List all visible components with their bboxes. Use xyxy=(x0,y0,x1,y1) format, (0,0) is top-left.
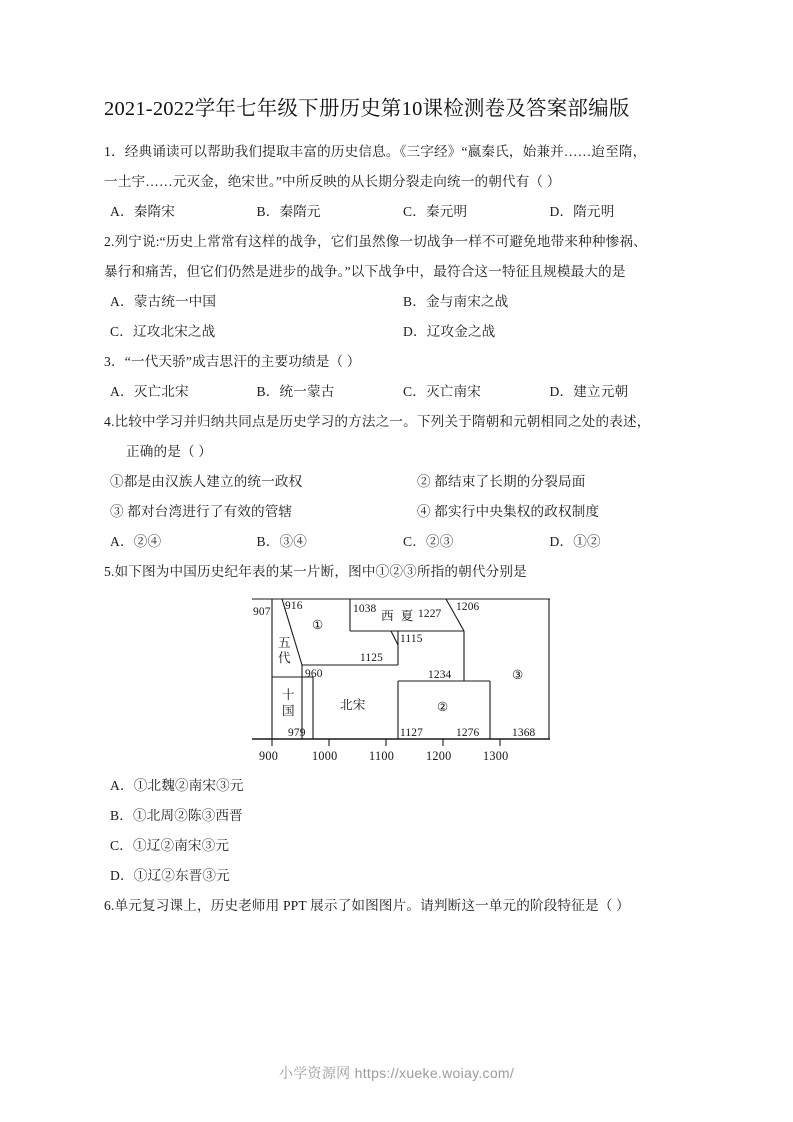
question-2-option-d[interactable]: D．辽攻金之战 xyxy=(403,324,496,339)
year-label-916: 916 xyxy=(285,600,303,612)
document-content xyxy=(104,92,696,921)
year-label-1127: 1127 xyxy=(400,727,423,739)
question-1 xyxy=(104,137,696,227)
axis-tick-1000: 1000 xyxy=(312,749,338,763)
question-4-option-d[interactable]: D．①② xyxy=(549,534,601,549)
question-3-option-c[interactable]: C．灭亡南宋 xyxy=(403,384,481,399)
question-2-stem-line-1 xyxy=(104,227,696,257)
question-3-text-1: “一代天骄”成吉思汗的主要功绩是（ ） xyxy=(124,354,361,369)
dynasty-label-wudai-2: 代 xyxy=(278,651,291,665)
footer-watermark xyxy=(0,1063,793,1083)
year-label-1038: 1038 xyxy=(353,603,377,615)
axis-tick-900: 900 xyxy=(259,749,279,763)
question-4-statement-1: ①都是由汉族人建立的统一政权 xyxy=(110,474,303,489)
chronology-chart xyxy=(250,593,552,765)
page-title: 2021-2022学年七年级下册历史第10课检测卷及答案部编版 xyxy=(104,98,630,120)
question-3-option-d[interactable]: D．建立元朝 xyxy=(549,384,629,399)
question-5-option-a[interactable]: A．①北魏②南宋③元 xyxy=(110,778,244,793)
question-5 xyxy=(104,557,696,891)
question-1-option-b[interactable]: B．秦隋元 xyxy=(256,204,321,219)
dynasty-label-xixia: 西 夏 xyxy=(381,609,416,623)
question-4-statement-2: ② 都结束了长期的分裂局面 xyxy=(417,474,586,489)
question-5-stem-line-1 xyxy=(104,557,696,587)
question-4-option-c[interactable]: C．②③ xyxy=(403,534,454,549)
year-label-1206: 1206 xyxy=(456,601,480,613)
question-3-number: 3． xyxy=(104,354,125,369)
dynasty-label-beisong: 北宋 xyxy=(340,698,366,712)
question-1-stem-line-2: 一土宇……元灭金，绝宋世。”中所反映的从长期分裂走向统一的朝代有（ ） xyxy=(104,174,561,189)
question-1-number: 1． xyxy=(104,144,125,159)
question-4-options xyxy=(104,527,696,557)
question-1-options xyxy=(104,197,696,227)
question-2-option-b[interactable]: B．金与南宋之战 xyxy=(403,294,509,309)
question-1-option-d[interactable]: D．隋元明 xyxy=(549,204,615,219)
question-6-text-1: 单元复习课上，历史老师用 PPT 展示了如图图片。请判断这一单元的阶段特征是（ ） xyxy=(114,898,630,913)
question-1-stem-line-1 xyxy=(104,137,696,167)
marker-label-3: ③ xyxy=(512,668,524,682)
year-label-960: 960 xyxy=(305,668,323,680)
question-3-option-b[interactable]: B．统一蒙古 xyxy=(256,384,335,399)
question-4-stem-line-2: 正确的是（ ） xyxy=(126,444,213,459)
question-2-stem-line-2: 暴行和痛苦，但它们仍然是进步的战争。”以下战争中，最符合这一特征且规模最大的是 xyxy=(104,264,626,279)
question-5-option-c[interactable]: C．①辽②南宋③元 xyxy=(110,838,230,853)
question-3-stem-line-1 xyxy=(104,347,696,377)
year-label-1125: 1125 xyxy=(360,652,383,664)
dynasty-label-shiguo-2: 国 xyxy=(282,704,295,718)
question-1-option-c[interactable]: C．秦元明 xyxy=(403,204,468,219)
question-2-options-row-2 xyxy=(104,317,696,347)
question-5-options xyxy=(104,771,696,891)
year-label-979: 979 xyxy=(288,727,306,739)
marker-label-2: ② xyxy=(437,700,449,714)
question-5-option-d[interactable]: D．①辽②东晋③元 xyxy=(110,868,230,883)
question-5-number: 5. xyxy=(104,564,115,579)
question-4 xyxy=(104,407,696,557)
question-1-text-1: 经典诵读可以帮助我们提取丰富的历史信息。《三字经》“嬴秦氏，始兼并……迨至隋， xyxy=(124,144,647,159)
question-2-number: 2. xyxy=(104,234,115,249)
year-label-1368: 1368 xyxy=(512,727,536,739)
question-4-statements-row-2 xyxy=(104,497,696,527)
axis-tick-1300: 1300 xyxy=(483,749,509,763)
question-3 xyxy=(104,347,696,407)
question-4-number: 4. xyxy=(104,414,115,429)
question-4-option-a[interactable]: A．②④ xyxy=(110,534,162,549)
question-3-option-a[interactable]: A．灭亡北宋 xyxy=(110,384,189,399)
question-4-statement-4: ④ 都实行中央集权的政权制度 xyxy=(417,504,600,519)
year-label-1115: 1115 xyxy=(400,633,423,645)
marker-label-1: ① xyxy=(312,618,324,632)
question-2-option-c[interactable]: C．辽攻北宋之战 xyxy=(110,324,216,339)
chronology-figure xyxy=(104,591,696,769)
question-6-stem-line-1 xyxy=(104,891,696,921)
question-1-option-a[interactable]: A．秦隋宋 xyxy=(110,204,175,219)
axis-tick-1100: 1100 xyxy=(369,749,395,763)
question-4-statement-3: ③ 都对台湾进行了有效的管辖 xyxy=(110,504,293,519)
question-4-stem-line-1 xyxy=(104,407,696,437)
dynasty-label-wudai-1: 五 xyxy=(278,636,291,650)
question-5-text-1: 如下图为中国历史纪年表的某一片断，图中①②③所指的朝代分别是 xyxy=(114,564,527,579)
dynasty-label-shiguo-1: 十 xyxy=(282,688,295,702)
question-2-options-row-1 xyxy=(104,287,696,317)
question-2-option-a[interactable]: A．蒙古统一中国 xyxy=(110,294,217,309)
question-6-number: 6. xyxy=(104,898,115,913)
question-6 xyxy=(104,891,696,921)
question-4-statements-row-1 xyxy=(104,467,696,497)
question-2-text-1: 列宁说:“历史上常常有这样的战争，它们虽然像一切战争一样不可避免地带来种种惨祸、 xyxy=(114,234,647,249)
question-4-text-1: 比较中学习并归纳共同点是历史学习的方法之一。下列关于隋朝和元朝相同之处的表述， xyxy=(114,414,651,429)
question-2 xyxy=(104,227,696,347)
axis-tick-1200: 1200 xyxy=(426,749,452,763)
question-4-option-b[interactable]: B．③④ xyxy=(256,534,307,549)
year-label-1227: 1227 xyxy=(418,608,442,620)
year-label-1276: 1276 xyxy=(456,727,480,739)
year-label-907: 907 xyxy=(253,606,271,618)
question-5-option-b[interactable]: B．①北周②陈③西晋 xyxy=(110,808,243,823)
footer-url[interactable]: https://xueke.woiay.com/ xyxy=(354,1065,515,1081)
year-label-1234: 1234 xyxy=(428,669,452,681)
footer-site-name: 小学资源网 xyxy=(278,1067,351,1082)
chronology-svg xyxy=(250,593,552,765)
question-3-options xyxy=(104,377,696,407)
